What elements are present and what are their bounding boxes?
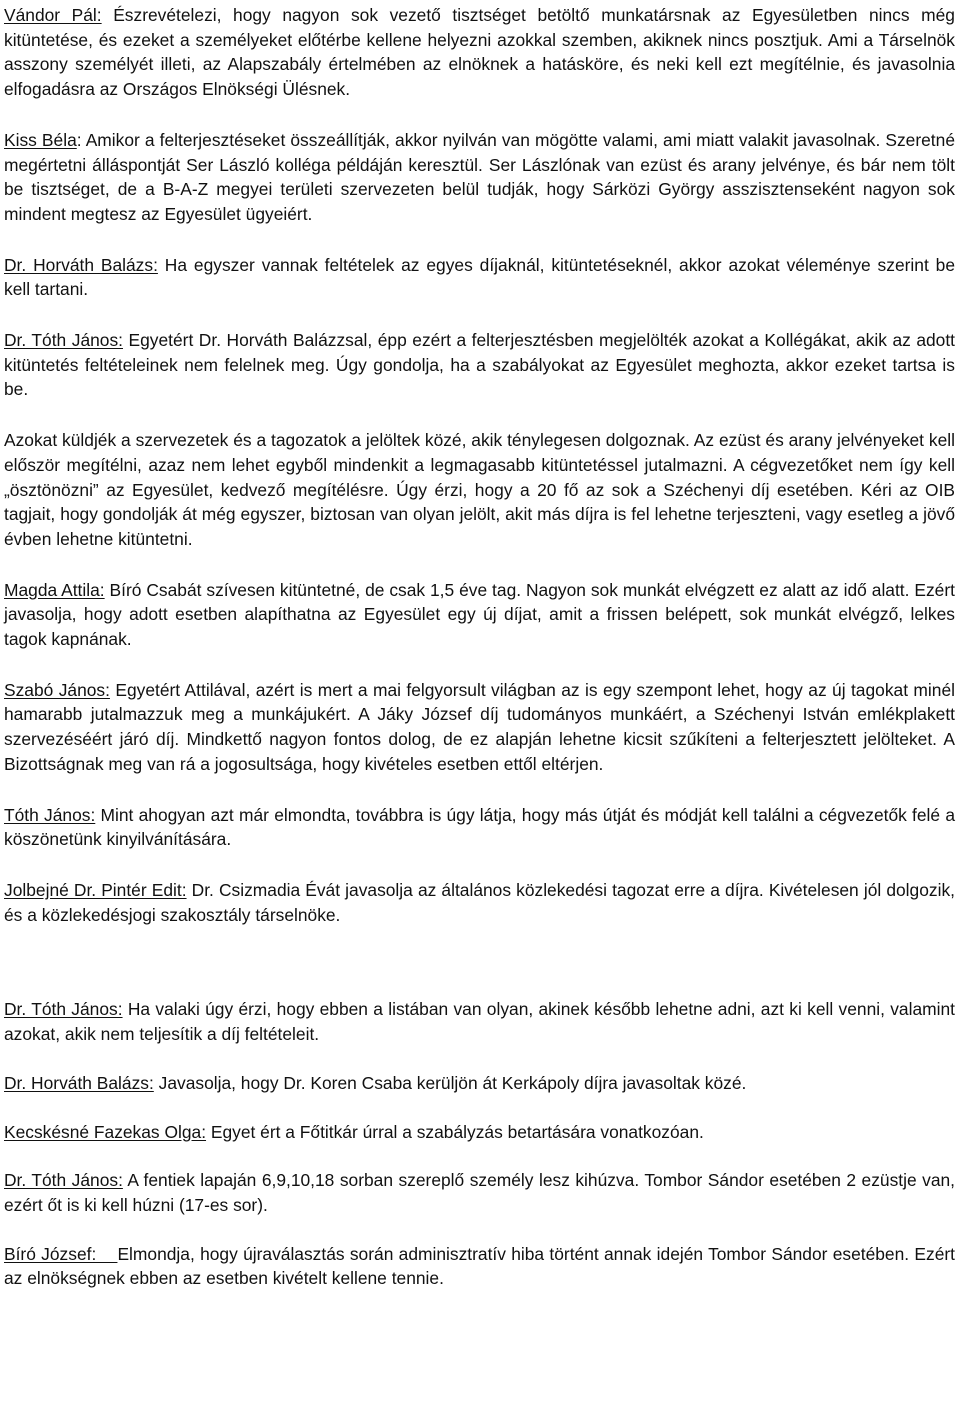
speaker-name: Kiss Béla [4, 129, 77, 150]
speaker-name: Dr. Horváth Balázs: [4, 1072, 154, 1093]
speaker-name: Dr. Tóth János: [4, 999, 123, 1020]
paragraph-text: Javasolja, hogy Dr. Koren Csaba kerüljön át Kerkápoly díjra javasoltak közé. [153, 1072, 747, 1093]
paragraph-text: Azokat küldjék a szervezetek és a tagozatok a jelöltek közé, akik ténylegesen dolgoznak. Az ezüst és arany jelvényeket kell először megítélni, azaz nem lehet egyből mindenkit a legmagasabb kitüntetéssel jutalmazni. A cégvezetőket nem így kell „ösztönözni” az Egyesület, kedvező megítélésre. Úgy érzi, hogy a 20 fő az sok a Széchenyi díj esetében. Kéri az OIB tagjait, hogy gondolják át még egyszer, biztosan van olyan jelölt, akit más díjra is fel lehetne terjeszteni, vagy esetleg a jövő évben lehetne kitüntetni. [4, 430, 955, 549]
paragraph-text: Észrevételezi, hogy nagyon sok vezető tisztséget betöltő munkatársnak az Egyesületben nincs még kitüntetése, és ezeket a személyeket előtérbe kellene helyezni azokkal szemben, akiknek nincs posztjuk. Ami a Társelnök asszony személyét illeti, az Alapszabály értelmében az elnöknek a hatásköre, és neki kell ezt megítélnie, és javasolnia elfogadásra az Országos Elnökségi Ülésnek. [4, 5, 955, 100]
speaker-name: Dr. Tóth János: [4, 330, 123, 351]
speaker-name: Dr. Horváth Balázs: [4, 254, 158, 275]
paragraph-dr-toth-janos-3 [4, 1168, 955, 1217]
paragraph-kiss-bela [4, 128, 955, 227]
paragraph-text: Elmondja, hogy újraválasztás során adminisztratív hiba történt annak idején Tombor Sándor esetében. Ezért az elnökségnek ebben az esetben kivételt kellene tennie. [4, 1243, 955, 1289]
speaker-name: Jolbejné Dr. Pintér Edit: [4, 879, 187, 900]
speaker-name: Magda Attila: [4, 579, 105, 600]
paragraph-text: Bíró Csabát szívesen kitüntetné, de csak 1,5 éve tag. Nagyon sok munkát elvégzett ez alatt az idő alatt. Ezért javasolja, hogy adott esetben alapíthatna az Egyesület egy új díjat, amit a frissen belépett, sok munkát elvégző, lelkes tagok kapnának. [4, 579, 955, 650]
paragraph-text: Dr. Csizmadia Évát javasolja az általános közlekedési tagozat erre a díjra. Kivételesen jól dolgozik, és a közlekedésjogi szakosztály társelnöke. [4, 879, 955, 925]
paragraph-text: Mint ahogyan azt már elmondta, továbbra is úgy látja, hogy más útját és módját kell találni a cégvezetők felé a köszönetünk kinyilvánítására. [4, 804, 955, 850]
paragraph-dr-toth-janos-2 [4, 997, 955, 1046]
paragraph-vandor-pal [4, 3, 955, 102]
speaker-name: Szabó János: [4, 679, 110, 700]
speaker-name: Tóth János: [4, 804, 96, 825]
paragraph-magda-attila [4, 578, 955, 652]
paragraph-text: Egyetért Attilával, azért is mert a mai felgyorsult világban az is egy szempont lehet, hogy az új tagokat minél hamarabb jutalmazzuk meg a munkájukért. A Jáky József díj tudományos munkáért, a Széchenyi István emlékplakett szervezéséért járó díj. Mindkettő nagyon fontos dolog, de ez alapján lehetne kicsit szűkíteni a felterjesztett jelölteket. A Bizottságnak meg van rá a jogosultsága, hogy kivételes esetben ettől eltérjen. [4, 679, 955, 774]
paragraph-continuation [4, 428, 955, 552]
paragraph-biro-jozsef [4, 1242, 955, 1291]
minutes-page [4, 3, 955, 1291]
paragraph-toth-janos [4, 328, 955, 402]
paragraph-text: Ha egyszer vannak feltételek az egyes díjaknál, kitüntetéseknél, akkor azokat véleménye szerint be kell tartani. [4, 254, 956, 300]
paragraph-horvath-balazs-2 [4, 1071, 955, 1096]
paragraph-szabo-janos [4, 678, 955, 777]
speaker-name: Dr. Tóth János: [4, 1170, 123, 1191]
paragraph-jolbejne-pinter-edit [4, 878, 955, 927]
paragraph-text: A fentiek lapaján 6,9,10,18 sorban szereplő személy lesz kihúzva. Tombor Sándor esetében 2 ezüstje van, ezért őt is ki kell húzni (17-es sor). [4, 1170, 955, 1215]
speaker-name: Vándor Pál: [4, 5, 102, 25]
paragraph-text: Egyet ért a Főtitkár úrral a szabályzás betartására vonatkozóan. [206, 1121, 704, 1142]
speaker-name: Bíró József: [4, 1243, 118, 1264]
paragraph-kecskesne-fazekas-olga [4, 1120, 955, 1145]
paragraph-horvath-balazs [4, 253, 955, 302]
paragraph-text: : Amikor a felterjesztéseket összeállítják, akkor nyilván van mögötte valami, ami miatt valakit javasolnak. Szeretné megértetni álláspontját Ser László kolléga példáján keresztül. Ser Lászlónak van ezüst és arany jelvénye, és bár nem tölt be tisztséget, de a B-A-Z megyei területi szervezeten belül tudják, hogy Sárközi György asszisztenseként nagyon sok mindent megtesz az Egyesület ügyeiért. [4, 129, 955, 224]
paragraph-toth-janos-2 [4, 803, 955, 852]
speaker-name: Kecskésné Fazekas Olga: [4, 1121, 207, 1142]
paragraph-text: Egyetért Dr. Horváth Balázzsal, épp ezért a felterjesztésben megjelölték azokat a Kollégákat, akik az adott kitüntetés feltételeinek nem felelnek meg. Úgy gondolja, ha a szabályokat az Egyesület meghozta, akkor ezeket tartsa is be. [4, 330, 956, 400]
paragraph-text: Ha valaki úgy érzi, hogy ebben a listában van olyan, akinek később lehetne adni, azt ki kell venni, valamint azokat, akik nem teljesítik a díj feltételeit. [4, 999, 955, 1045]
